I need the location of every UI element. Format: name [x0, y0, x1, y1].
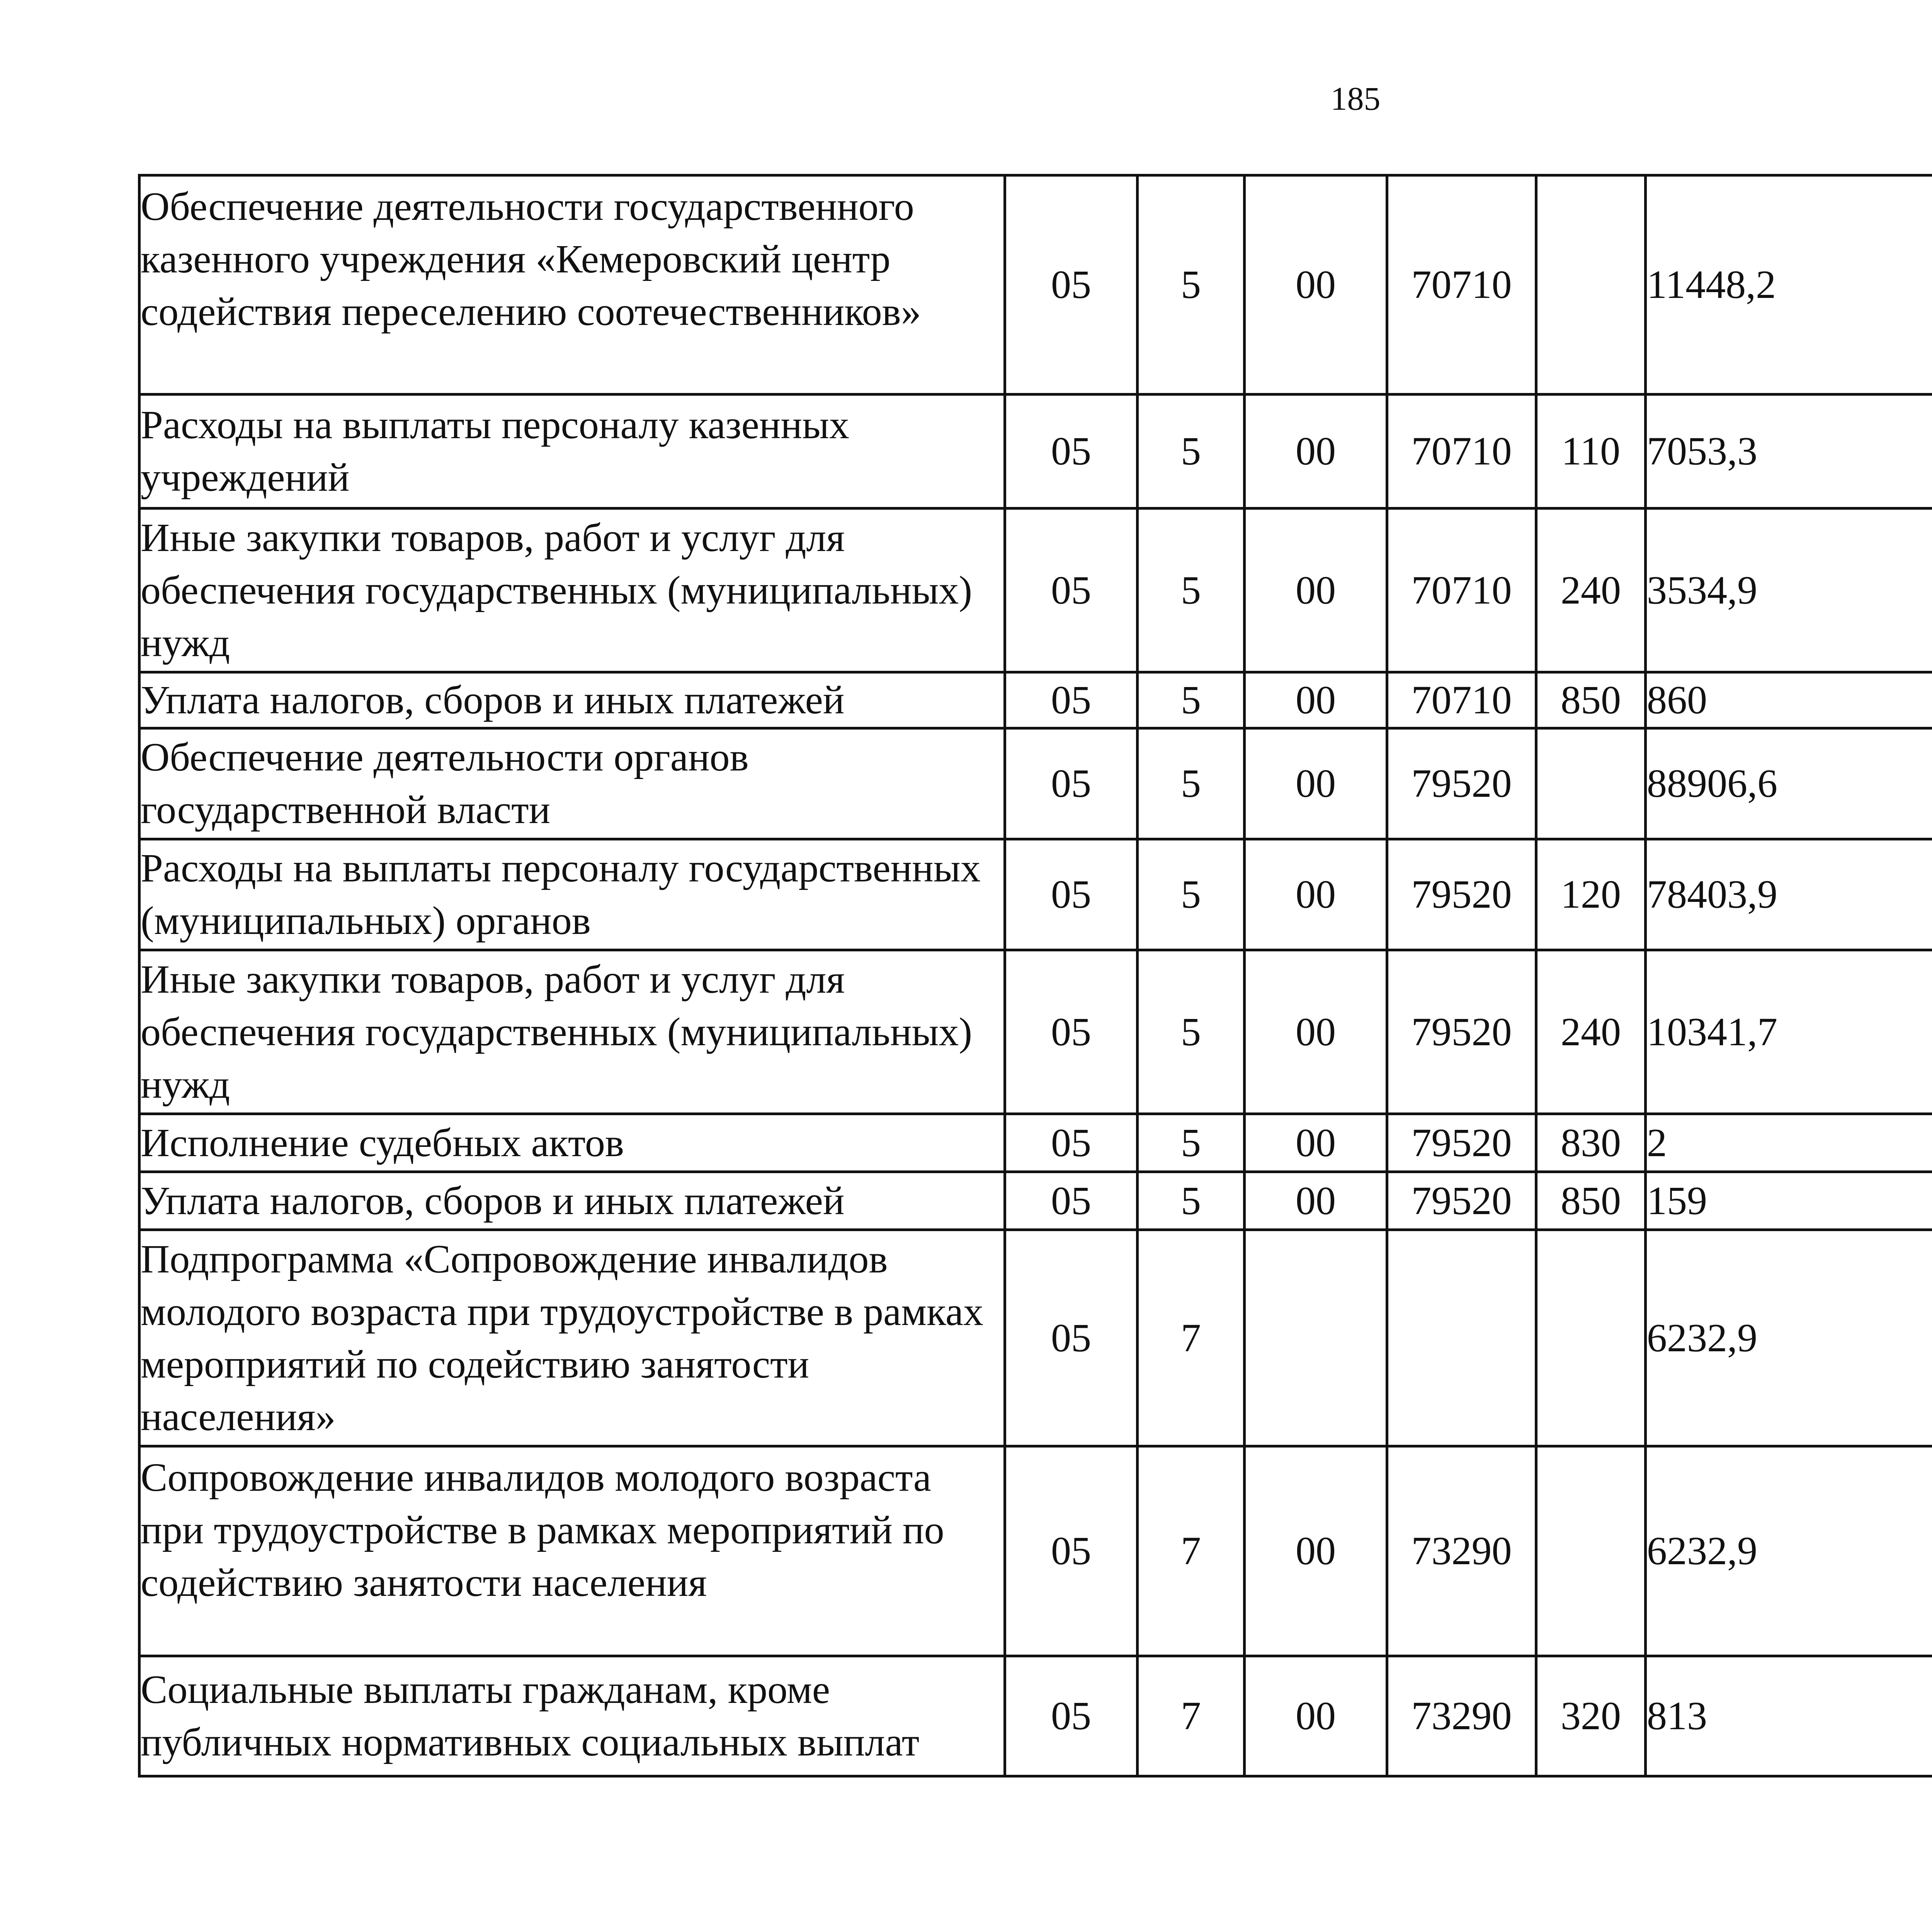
row-description: Иные закупки товаров, работ и услуг для обеспечения государственных (муниципальных) нужд — [139, 509, 1005, 672]
row-description: Иные закупки товаров, работ и услуг для обеспечения государственных (муниципальных) нужд — [139, 950, 1005, 1114]
subprogram-code: 00 — [1245, 509, 1387, 672]
expense-type-code: 240 — [1536, 509, 1646, 672]
table-row — [139, 1230, 1932, 1446]
section-code: 05 — [1005, 1656, 1138, 1776]
program-code: 5 — [1138, 839, 1245, 950]
row-description: Расходы на выплаты персоналу казенных учреждений — [139, 395, 1005, 509]
direction-code: 79520 — [1387, 1172, 1536, 1230]
section-code: 05 — [1005, 395, 1138, 509]
row-description: Уплата налогов, сборов и иных платежей — [139, 672, 1005, 728]
value-year-1: 7053,3 — [1646, 395, 1932, 509]
direction-code: 79520 — [1387, 839, 1536, 950]
direction-code: 70710 — [1387, 672, 1536, 728]
program-code: 5 — [1138, 1114, 1245, 1172]
subprogram-code: 00 — [1245, 1172, 1387, 1230]
section-code: 05 — [1005, 1114, 1138, 1172]
subprogram-code: 00 — [1245, 395, 1387, 509]
program-code: 7 — [1138, 1656, 1245, 1776]
value-year-1: 78403,9 — [1646, 839, 1932, 950]
expense-type-code: 850 — [1536, 1172, 1646, 1230]
subprogram-code — [1245, 1230, 1387, 1446]
value-year-1: 3534,9 — [1646, 509, 1932, 672]
direction-code: 73290 — [1387, 1446, 1536, 1656]
table-row — [139, 1446, 1932, 1656]
section-code: 05 — [1005, 1172, 1138, 1230]
row-description: Уплата налогов, сборов и иных платежей — [139, 1172, 1005, 1230]
program-code: 5 — [1138, 1172, 1245, 1230]
subprogram-code: 00 — [1245, 839, 1387, 950]
value-year-1: 88906,6 — [1646, 728, 1932, 839]
value-year-1: 10341,7 — [1646, 950, 1932, 1114]
row-description: Исполнение судебных актов — [139, 1114, 1005, 1172]
table-row — [139, 672, 1932, 728]
table-row — [139, 1114, 1932, 1172]
direction-code: 79520 — [1387, 1114, 1536, 1172]
expense-type-code: 850 — [1536, 672, 1646, 728]
section-code: 05 — [1005, 672, 1138, 728]
value-year-1: 159 — [1646, 1172, 1932, 1230]
direction-code — [1387, 1230, 1536, 1446]
program-code: 5 — [1138, 509, 1245, 672]
value-year-1: 6232,9 — [1646, 1230, 1932, 1446]
value-year-1: 11448,2 — [1646, 175, 1932, 395]
program-code: 7 — [1138, 1230, 1245, 1446]
program-code: 5 — [1138, 175, 1245, 395]
row-description: Подпрограмма «Сопровождение инвалидов молодого возраста при трудоустройстве в рамках мероприятий по содействию занятости населения» — [139, 1230, 1005, 1446]
expense-type-code — [1536, 175, 1646, 395]
section-code: 05 — [1005, 1446, 1138, 1656]
program-code: 5 — [1138, 950, 1245, 1114]
expense-type-code — [1536, 1230, 1646, 1446]
direction-code: 73290 — [1387, 1656, 1536, 1776]
value-year-1: 6232,9 — [1646, 1446, 1932, 1656]
page-number: 185 — [1330, 80, 1381, 117]
table-row — [139, 509, 1932, 672]
budget-table — [138, 174, 1932, 1778]
row-description: Сопровождение инвалидов молодого возраста при трудоустройстве в рамках мероприятий по содействию занятости населения — [139, 1446, 1005, 1656]
row-description: Расходы на выплаты персоналу государственных (муниципальных) органов — [139, 839, 1005, 950]
section-code: 05 — [1005, 950, 1138, 1114]
subprogram-code: 00 — [1245, 950, 1387, 1114]
section-code: 05 — [1005, 839, 1138, 950]
subprogram-code: 00 — [1245, 1114, 1387, 1172]
table-row — [139, 1656, 1932, 1776]
table-row — [139, 395, 1932, 509]
value-year-1: 860 — [1646, 672, 1932, 728]
direction-code: 70710 — [1387, 509, 1536, 672]
row-description: Социальные выплаты гражданам, кроме публичных нормативных социальных выплат — [139, 1656, 1005, 1776]
expense-type-code: 240 — [1536, 950, 1646, 1114]
row-description: Обеспечение деятельности органов государственной власти — [139, 728, 1005, 839]
subprogram-code: 00 — [1245, 175, 1387, 395]
direction-code: 70710 — [1387, 395, 1536, 509]
table-row — [139, 175, 1932, 395]
table-row — [139, 950, 1932, 1114]
subprogram-code: 00 — [1245, 728, 1387, 839]
subprogram-code: 00 — [1245, 672, 1387, 728]
row-description: Обеспечение деятельности государственного казенного учреждения «Кемеровский центр содействия переселению соотечественников» — [139, 175, 1005, 395]
subprogram-code: 00 — [1245, 1656, 1387, 1776]
expense-type-code: 120 — [1536, 839, 1646, 950]
subprogram-code: 00 — [1245, 1446, 1387, 1656]
table-row — [139, 839, 1932, 950]
section-code: 05 — [1005, 728, 1138, 839]
program-code: 5 — [1138, 672, 1245, 728]
direction-code: 79520 — [1387, 728, 1536, 839]
program-code: 7 — [1138, 1446, 1245, 1656]
value-year-1: 813 — [1646, 1656, 1932, 1776]
value-year-1: 2 — [1646, 1114, 1932, 1172]
direction-code: 70710 — [1387, 175, 1536, 395]
section-code: 05 — [1005, 509, 1138, 672]
program-code: 5 — [1138, 728, 1245, 839]
program-code: 5 — [1138, 395, 1245, 509]
expense-type-code: 320 — [1536, 1656, 1646, 1776]
section-code: 05 — [1005, 1230, 1138, 1446]
expense-type-code — [1536, 728, 1646, 839]
direction-code: 79520 — [1387, 950, 1536, 1114]
table-row — [139, 728, 1932, 839]
expense-type-code: 830 — [1536, 1114, 1646, 1172]
table-row — [139, 1172, 1932, 1230]
expense-type-code — [1536, 1446, 1646, 1656]
expense-type-code: 110 — [1536, 395, 1646, 509]
section-code: 05 — [1005, 175, 1138, 395]
